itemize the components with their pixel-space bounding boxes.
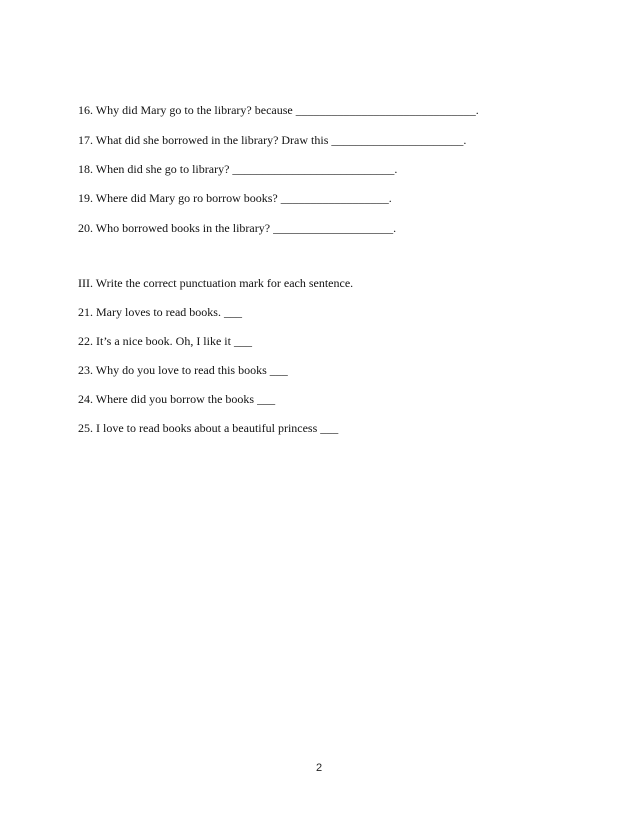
question-17: 17. What did she borrowed in the library? Draw this ______________________. (78, 133, 467, 147)
question-22: 22. It’s a nice book. Oh, I like it ___ (78, 334, 252, 348)
question-25: 25. I love to read books about a beautiful princess ___ (78, 421, 339, 435)
question-19: 19. Where did Mary go ro borrow books? __________________. (78, 191, 392, 205)
question-16: 16. Why did Mary go to the library? because ______________________________. (78, 103, 479, 117)
question-18: 18. When did she go to library? ___________________________. (78, 162, 398, 176)
question-23: 23. Why do you love to read this books ___ (78, 363, 288, 377)
section-three-heading: III. Write the correct punctuation mark for each sentence. (78, 276, 354, 290)
question-24: 24. Where did you borrow the books ___ (78, 392, 276, 406)
question-20: 20. Who borrowed books in the library? ____________________. (78, 221, 397, 235)
page-number: 2 (315, 762, 323, 774)
question-21: 21. Mary loves to read books. ___ (78, 305, 242, 319)
